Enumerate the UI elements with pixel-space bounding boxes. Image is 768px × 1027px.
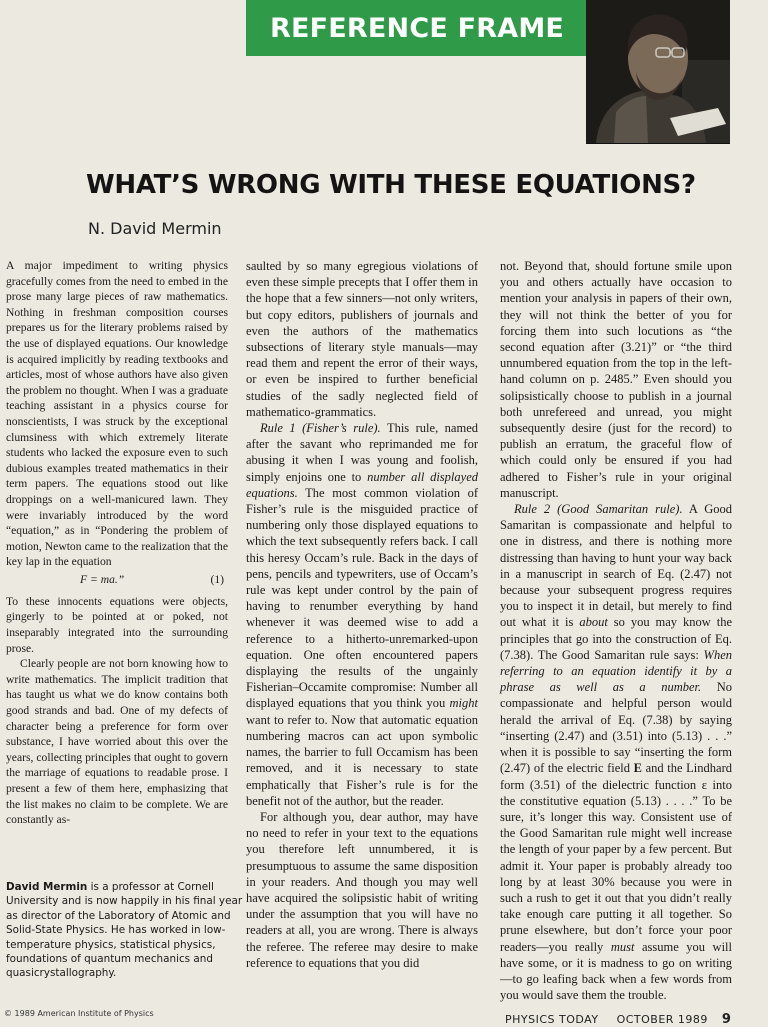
- emphasis: number all displayed equations.: [246, 469, 478, 500]
- rule-1-label: Rule 1 (Fisher’s rule).: [260, 421, 381, 436]
- emphasis: about: [579, 615, 608, 630]
- paragraph: Clearly people are not born knowing how to write mathematics. The implicit tradition that has taught us what we do know contains both good strands and bad. One of my defects of character being a preference for form over substance, I have worried about this over the years, collecting principles that ought to govern the marriage of equations to readable prose. I present a few of them here, emphasizing that the list makes no claim to be complete. We are constantly as-: [6, 657, 228, 827]
- issue-date: OCTOBER 1989: [616, 1013, 708, 1026]
- page-footer: [505, 1012, 731, 1027]
- equation-number: (1): [210, 572, 224, 586]
- journal-name: PHYSICS TODAY: [505, 1013, 599, 1026]
- column-2: [246, 258, 478, 971]
- paragraph-rule-1: [246, 420, 478, 809]
- text-run: and the Lindhard form (3.51) of the dielectric function ε into the constitutive equation (5.13) . . . .” To be sure, it’s longer this way. Consistent use of the Good Samaritan rule might well increase the length of your paper by a few percent. But admit it. Your paper is probably already too long by at least 30% because you were in such a rush to get it out that you didn’t really take enough care putting it all together. So prune elsewhere, but don’t force your poor readers—you really: [500, 761, 732, 954]
- paragraph: not. Beyond that, should fortune smile upon you and others actually have occasion to mention your analysis in papers of their own, they will not think the better of you for forcing them into such locutions as “the second equation after (3.21)” or “the third unnumbered equation from the top in the left-hand column on p. 2485.” Even should you solipsistically choose to publish in a journal both unrefereed and unread, you might subsequently desire (just for the record) to publish an erratum, the graceful flow of which could only be ensured if you had adhered to Fisher’s rule in your original manuscript.: [500, 259, 732, 500]
- emphasis: might: [449, 696, 478, 711]
- column-1: [6, 258, 228, 828]
- rule-2-label: Rule 2 (Good Samaritan rule).: [514, 502, 683, 517]
- emphasis: When referring to an equation identify it by a phrase as well as a number.: [500, 647, 732, 695]
- displayed-equation: [6, 572, 228, 590]
- text-run: This rule, named after the savant who reprimanded me for abusing it when I was young and foolish, simply enjoins one to: [246, 421, 478, 484]
- emphasis: must: [610, 939, 635, 954]
- author-photo: [586, 0, 730, 144]
- bio-text: [6, 880, 246, 981]
- paragraph: saulted by so many egregious violations of even these simple precepts that I offer them in the hope that a few sinners—not only writers, but copy editors, publishers of journals and even the authors of the mathematics subsections of literary style manuals—may read them and repent the error of their ways, or even be inspired to further beneficial studies of the sadly neglected field of mathematico-grammatics.: [246, 259, 478, 419]
- section-title: REFERENCE FRAME: [270, 13, 565, 44]
- paragraph: A major impediment to writing physics gracefully comes from the need to embed in the prose many large pieces of raw mathematics. Nothing in freshman composition courses prepares us for the literary problems raised by the use of displayed equations. Our knowledge is acquired implicitly by reading textbooks and articles, most of whose authors have also given the problem no thought. When I was a graduate teaching assistant in a physics course for nonscientists, I was struck by the exceptional clumsiness with which extremely literate students who lacked the exposure even to such dubious examples treated mathematics in their term papers. The equations stood out like droppings on a well-manicured lawn. They were invariably introduced by the word “equation,” as in “Pondering the problem of motion, Newton came to the realization that the key lap in the equation: [6, 259, 228, 569]
- author-bio: [6, 880, 246, 981]
- bio-description: is a professor at Cornell University and is now happily in his final year as director of the Laboratory of Atomic and Solid-State Physics. He has worked in low-temperature physics, statistical physics, foundations of quantum mechanics and quasicrystallography.: [6, 881, 243, 980]
- copyright-notice: © 1989 American Institute of Physics: [4, 1009, 154, 1018]
- text-run: No compassionate and helpful person would herald the arrival of Eq. (7.38) by saying “inserting (2.47) and (3.51) into (5.13) . . .” when it is possible to say “inserting the form (2.47) of the electric field: [500, 680, 732, 776]
- author-byline: N. David Mermin: [88, 219, 222, 238]
- paragraph: For although you, dear author, may have no need to refer in your text to the equations you therefore left unnumbered, it is presumptuous to assume the same disposition in your readers. And though you may well have acquired the solipsistic habit of writing under the assumption that you will have no readers at all, you are wrong. There is always the referee. The referee may desire to make reference to equations that you did: [246, 809, 478, 970]
- text-run: want to refer to. Now that automatic equation numbering macros can act upon symbolic names, the barrier to full Occamism has been removed, and it is necessary to state emphatically that Fisher’s rule is for the benefit not of the author, but the reader.: [246, 712, 478, 808]
- paragraph-rule-2: [500, 501, 732, 1003]
- bold-symbol: E: [633, 761, 642, 776]
- column-3: [500, 258, 732, 1003]
- text-run: A Good Samaritan is compassionate and helpful to one in distress, and there is nothing more distressing than having to hunt your way back in a manuscript in search of Eq. (2.47) not because your subsequent progress requires you to inspect it in detail, but merely to find out what it is: [500, 502, 732, 630]
- page-number: 9: [721, 1012, 732, 1027]
- bio-name: David Mermin: [6, 881, 88, 893]
- text-run: so you may know the principles that go into the construction of Eq. (7.38). The Good Samaritan rule says:: [500, 615, 732, 662]
- equation-text: F = ma.”: [80, 572, 125, 586]
- article-title: WHAT’S WRONG WITH THESE EQUATIONS?: [86, 170, 696, 200]
- paragraph: To these innocents equations were objects, gingerly to be pointed at or poked, not inseparably integrated into the surrounding prose.: [6, 594, 228, 655]
- author-portrait-icon: [586, 0, 730, 143]
- text-run: The most common violation of Fisher’s rule is the misguided practice of numbering only those displayed equations to which the text subsequently refers back. I call this heresy Occam’s rule. Back in the days of pens, pencils and typewriters, use of Occam’s rule was kept under control by the pain of having to renumber everything by hand whenever it was deemed wise to add a reference to a hitherto-unremarked-upon equation. One often encountered papers displaying the results of the ungainly Fisherian–Occamite compromise: Number all displayed equations that you think you: [246, 485, 478, 711]
- text-run: assume you will have some, or it is madness to go on writing—to go leafing back when a few words from you would save them the trouble.: [500, 939, 732, 1003]
